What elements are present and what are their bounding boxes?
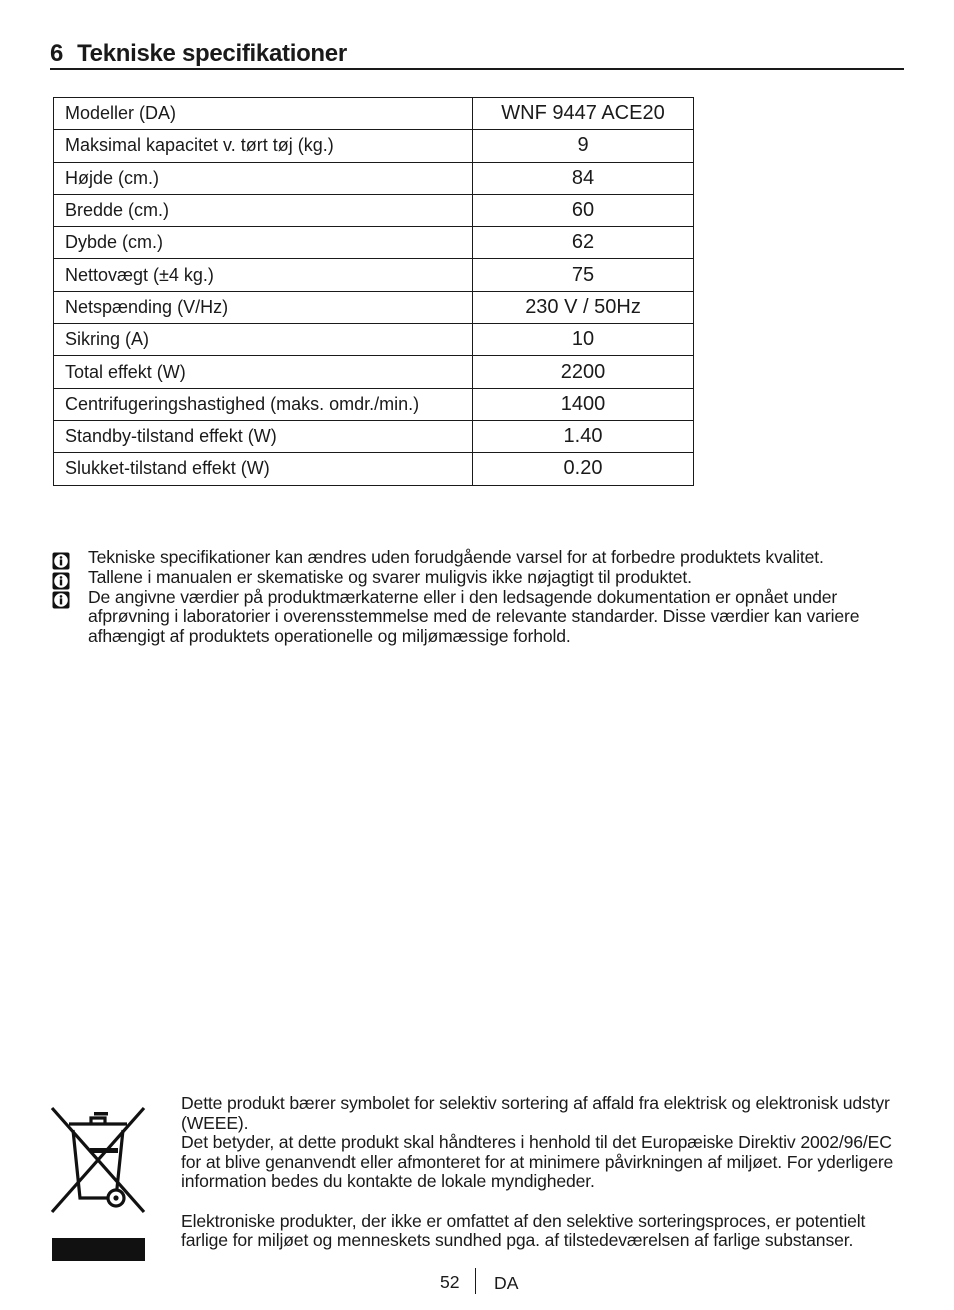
spec-value: 75: [473, 259, 694, 291]
table-row: [54, 420, 694, 452]
spec-value: 10: [473, 324, 694, 356]
spec-value: 230 V / 50Hz: [473, 291, 694, 323]
spec-value: 1.40: [473, 420, 694, 452]
table-row: [54, 291, 694, 323]
table-row: [54, 356, 694, 388]
note-item: De angivne værdier på produktmærkaterne eller i den ledsagende dokumentation er opnået under afprøvning i laboratorier i overensstemmelse med de relevante standarder. Disse værdier kan variere afhængigt af produktets operationelle og miljømæssige forhold.: [88, 586, 860, 647]
weee-paragraph: Dette produkt bærer symbolet for selektiv sortering af affald fra elektrisk og elektronisk udstyr (WEEE).: [181, 1093, 890, 1133]
language-code: DA: [494, 1273, 519, 1293]
crossed-out-wheelie-bin-icon: [50, 1104, 146, 1216]
spec-value: 1400: [473, 388, 694, 420]
info-icon: [52, 591, 70, 609]
table-row: [54, 259, 694, 291]
table-row: [54, 130, 694, 162]
info-icon: [52, 552, 70, 570]
table-row: [54, 227, 694, 259]
spec-label: Nettovægt (±4 kg.): [54, 259, 473, 291]
weee-black-bar: [52, 1238, 145, 1261]
spec-value: 2200: [473, 356, 694, 388]
spec-label: Netspænding (V/Hz): [54, 291, 473, 323]
note-item: Tallene i manualen er skematiske og svarer muligvis ikke nøjagtigt til produktet.: [88, 566, 692, 587]
section-header: [50, 38, 904, 70]
notes-text: [88, 548, 908, 647]
spec-label: Total effekt (W): [54, 356, 473, 388]
spec-label: Modeller (DA): [54, 98, 473, 130]
spec-value: 84: [473, 162, 694, 194]
page-title: [50, 40, 347, 68]
section-number: 6: [50, 40, 64, 67]
note-icons: [52, 552, 72, 611]
spec-value: 62: [473, 227, 694, 259]
info-icon: [52, 572, 70, 590]
table-row: [54, 98, 694, 130]
spec-value: 60: [473, 194, 694, 226]
table-row: [54, 194, 694, 226]
page-number: 52: [440, 1272, 460, 1292]
spec-label: Maksimal kapacitet v. tørt tøj (kg.): [54, 130, 473, 162]
table-row: [54, 388, 694, 420]
page-footer: [0, 1268, 954, 1298]
weee-paragraph: Det betyder, at dette produkt skal håndteres i henhold til det Europæiske Direktiv 2002/96/EC for at blive genanvendt eller afmonteret for at minimere påvirkningen af miljøet. For yderligere information bedes du kontakte de lokale myndigheder.: [181, 1132, 894, 1192]
spec-label: Sikring (A): [54, 324, 473, 356]
weee-paragraph: Elektroniske produkter, der ikke er omfattet af den selektive sorteringsproces, er potentielt farlige for miljøet og menneskets sundhed pga. af tilstedeværelsen af farlige substanser.: [181, 1210, 866, 1251]
spec-label: Slukket-tilstand effekt (W): [54, 453, 473, 485]
spec-table: [53, 97, 694, 486]
table-row: [54, 162, 694, 194]
spec-label: Højde (cm.): [54, 162, 473, 194]
footer-divider: [475, 1268, 476, 1294]
weee-text: [181, 1094, 901, 1251]
spec-label: Centrifugeringshastighed (maks. omdr./min.): [54, 388, 473, 420]
spec-value: 0.20: [473, 453, 694, 485]
note-item: Tekniske specifikationer kan ændres uden forudgående varsel for at forbedre produktets kvalitet.: [88, 547, 824, 567]
section-title: Tekniske specifikationer: [77, 40, 347, 67]
table-row: [54, 324, 694, 356]
spec-label: Standby-tilstand effekt (W): [54, 420, 473, 452]
spec-label: Dybde (cm.): [54, 227, 473, 259]
table-row: [54, 453, 694, 485]
spec-value: WNF 9447 ACE20: [473, 98, 694, 130]
spec-value: 9: [473, 130, 694, 162]
spec-label: Bredde (cm.): [54, 194, 473, 226]
